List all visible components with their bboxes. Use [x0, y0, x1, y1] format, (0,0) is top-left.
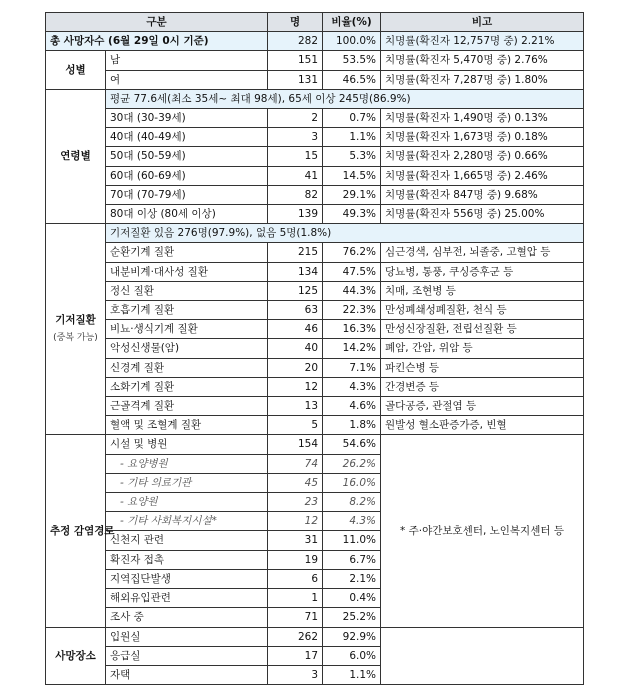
row-ratio: 7.1%	[323, 358, 381, 377]
row-ratio: 8.2%	[323, 493, 381, 512]
row-count: 151	[268, 51, 323, 70]
row-label: 응급실	[106, 646, 268, 665]
row-label: 60대 (60-69세)	[106, 166, 268, 185]
row-note: 간경변증 등	[381, 377, 584, 396]
row-count: 20	[268, 358, 323, 377]
row-note: 원발성 혈소판증가증, 빈혈	[381, 416, 584, 435]
disease-row	[46, 262, 584, 281]
age-row	[46, 205, 584, 224]
row-note: 파킨슨병 등	[381, 358, 584, 377]
age-row	[46, 147, 584, 166]
disease-row	[46, 358, 584, 377]
underlying-summary: 기저질환 있음 276명(97.9%), 없음 5명(1.8%)	[106, 224, 584, 243]
row-label: 근골격계 질환	[106, 397, 268, 416]
row-count: 125	[268, 281, 323, 300]
row-label: 시설 및 병원	[106, 435, 268, 454]
row-count: 215	[268, 243, 323, 262]
row-note: 치명률(확진자 5,470명 중) 2.76%	[381, 51, 584, 70]
age-summary-row	[46, 89, 584, 108]
row-count: 12	[268, 377, 323, 396]
infection-title: 추정 감염경로	[46, 435, 106, 627]
row-note: 치명률(확진자 556명 중) 25.00%	[381, 205, 584, 224]
row-count: 23	[268, 493, 323, 512]
row-label: 70대 (70-79세)	[106, 185, 268, 204]
row-ratio: 16.3%	[323, 320, 381, 339]
row-label: 40대 (40-49세)	[106, 128, 268, 147]
row-label: 50대 (50-59세)	[106, 147, 268, 166]
row-count: 19	[268, 550, 323, 569]
age-summary: 평균 77.6세(최소 35세~ 최대 98세), 65세 이상 245명(86.9%)	[106, 89, 584, 108]
row-count: 15	[268, 147, 323, 166]
sex-title: 성별	[46, 51, 106, 89]
row-count: 5	[268, 416, 323, 435]
row-note: 심근경색, 심부전, 뇌졸중, 고혈압 등	[381, 243, 584, 262]
row-count: 41	[268, 166, 323, 185]
row-note: 치명률(확진자 1,665명 중) 2.46%	[381, 166, 584, 185]
disease-row	[46, 397, 584, 416]
total-label: 총 사망자수 (6월 29일 0시 기준)	[46, 32, 268, 51]
row-label: 비뇨·생식기계 질환	[106, 320, 268, 339]
row-label: - 기타 의료기관	[106, 473, 268, 492]
row-ratio: 6.7%	[323, 550, 381, 569]
total-ratio: 100.0%	[323, 32, 381, 51]
sex-row	[46, 51, 584, 70]
row-label: 해외유입관련	[106, 589, 268, 608]
row-note: 만성폐쇄성폐질환, 천식 등	[381, 301, 584, 320]
infection-footnote: * 주·야간보호센터, 노인복지센터 등	[381, 435, 584, 627]
underlying-title-cell	[46, 224, 106, 435]
disease-row	[46, 416, 584, 435]
row-ratio: 2.1%	[323, 569, 381, 588]
disease-row	[46, 301, 584, 320]
age-title: 연령별	[46, 89, 106, 223]
row-ratio: 44.3%	[323, 281, 381, 300]
row-ratio: 26.2%	[323, 454, 381, 473]
row-ratio: 11.0%	[323, 531, 381, 550]
table-header-row	[46, 13, 584, 32]
row-count: 12	[268, 512, 323, 531]
row-label: 자택	[106, 665, 268, 684]
row-ratio: 14.2%	[323, 339, 381, 358]
row-label: 80대 이상 (80세 이상)	[106, 205, 268, 224]
row-count: 139	[268, 205, 323, 224]
row-ratio: 25.2%	[323, 608, 381, 627]
row-label: 악성신생물(암)	[106, 339, 268, 358]
row-ratio: 49.3%	[323, 205, 381, 224]
row-label: 확진자 접촉	[106, 550, 268, 569]
row-count: 40	[268, 339, 323, 358]
row-label: 신경계 질환	[106, 358, 268, 377]
row-ratio: 1.1%	[323, 665, 381, 684]
row-ratio: 4.3%	[323, 377, 381, 396]
row-ratio: 6.0%	[323, 646, 381, 665]
total-note: 치명률(확진자 12,757명 중) 2.21%	[381, 32, 584, 51]
row-count: 154	[268, 435, 323, 454]
underlying-subtitle: (중복 가능)	[53, 333, 98, 344]
empty-note-cell	[381, 627, 584, 685]
row-count: 82	[268, 185, 323, 204]
row-label: 지역집단발생	[106, 569, 268, 588]
row-ratio: 29.1%	[323, 185, 381, 204]
sex-row	[46, 70, 584, 89]
row-count: 6	[268, 569, 323, 588]
row-ratio: 54.6%	[323, 435, 381, 454]
row-count: 1	[268, 589, 323, 608]
row-ratio: 46.5%	[323, 70, 381, 89]
age-row	[46, 128, 584, 147]
row-ratio: 22.3%	[323, 301, 381, 320]
row-label: 남	[106, 51, 268, 70]
header-note: 비고	[381, 13, 584, 32]
row-count: 46	[268, 320, 323, 339]
age-row	[46, 185, 584, 204]
row-ratio: 4.3%	[323, 512, 381, 531]
underlying-summary-row	[46, 224, 584, 243]
death-statistics-table	[45, 12, 584, 685]
row-count: 31	[268, 531, 323, 550]
disease-row	[46, 320, 584, 339]
header-count: 명	[268, 13, 323, 32]
row-ratio: 0.4%	[323, 589, 381, 608]
row-note: 치매, 조현병 등	[381, 281, 584, 300]
age-row	[46, 166, 584, 185]
row-count: 71	[268, 608, 323, 627]
row-label: - 요양원	[106, 493, 268, 512]
row-label: 소화기계 질환	[106, 377, 268, 396]
row-count: 13	[268, 397, 323, 416]
row-label: 내분비계·대사성 질환	[106, 262, 268, 281]
row-ratio: 53.5%	[323, 51, 381, 70]
row-ratio: 1.8%	[323, 416, 381, 435]
row-ratio: 4.6%	[323, 397, 381, 416]
row-ratio: 16.0%	[323, 473, 381, 492]
row-label: 입원실	[106, 627, 268, 646]
row-note: 치명률(확진자 2,280명 중) 0.66%	[381, 147, 584, 166]
row-note: 당뇨병, 통풍, 쿠싱증후군 등	[381, 262, 584, 281]
disease-row	[46, 243, 584, 262]
row-label: 혈액 및 조혈계 질환	[106, 416, 268, 435]
row-label: 30대 (30-39세)	[106, 109, 268, 128]
row-count: 17	[268, 646, 323, 665]
row-count: 45	[268, 473, 323, 492]
disease-row	[46, 339, 584, 358]
place-title: 사망장소	[46, 627, 106, 685]
row-label: 호흡기계 질환	[106, 301, 268, 320]
row-ratio: 1.1%	[323, 128, 381, 147]
row-note: 치명률(확진자 1,673명 중) 0.18%	[381, 128, 584, 147]
row-count: 2	[268, 109, 323, 128]
row-label: - 기타 사회복지시설*	[106, 512, 268, 531]
row-count: 3	[268, 128, 323, 147]
row-ratio: 76.2%	[323, 243, 381, 262]
row-ratio: 47.5%	[323, 262, 381, 281]
row-ratio: 0.7%	[323, 109, 381, 128]
row-count: 131	[268, 70, 323, 89]
row-label: - 요양병원	[106, 454, 268, 473]
row-note: 치명률(확진자 1,490명 중) 0.13%	[381, 109, 584, 128]
header-category: 구분	[46, 13, 268, 32]
row-label: 신천지 관련	[106, 531, 268, 550]
row-note: 폐암, 간암, 위암 등	[381, 339, 584, 358]
age-row	[46, 109, 584, 128]
row-count: 74	[268, 454, 323, 473]
disease-row	[46, 377, 584, 396]
row-label: 조사 중	[106, 608, 268, 627]
row-count: 3	[268, 665, 323, 684]
row-note: 치명률(확진자 7,287명 중) 1.80%	[381, 70, 584, 89]
total-count: 282	[268, 32, 323, 51]
row-note: 만성신장질환, 전립선질환 등	[381, 320, 584, 339]
place-row	[46, 627, 584, 646]
row-count: 63	[268, 301, 323, 320]
row-note: 골다공증, 관절염 등	[381, 397, 584, 416]
row-ratio: 14.5%	[323, 166, 381, 185]
total-row	[46, 32, 584, 51]
row-note: 치명률(확진자 847명 중) 9.68%	[381, 185, 584, 204]
row-ratio: 92.9%	[323, 627, 381, 646]
row-ratio: 5.3%	[323, 147, 381, 166]
row-label: 정신 질환	[106, 281, 268, 300]
disease-row	[46, 281, 584, 300]
infection-row	[46, 435, 584, 454]
row-label: 순환기계 질환	[106, 243, 268, 262]
header-ratio: 비율(%)	[323, 13, 381, 32]
underlying-title: 기저질환	[55, 314, 96, 327]
row-label: 여	[106, 70, 268, 89]
row-count: 134	[268, 262, 323, 281]
row-count: 262	[268, 627, 323, 646]
